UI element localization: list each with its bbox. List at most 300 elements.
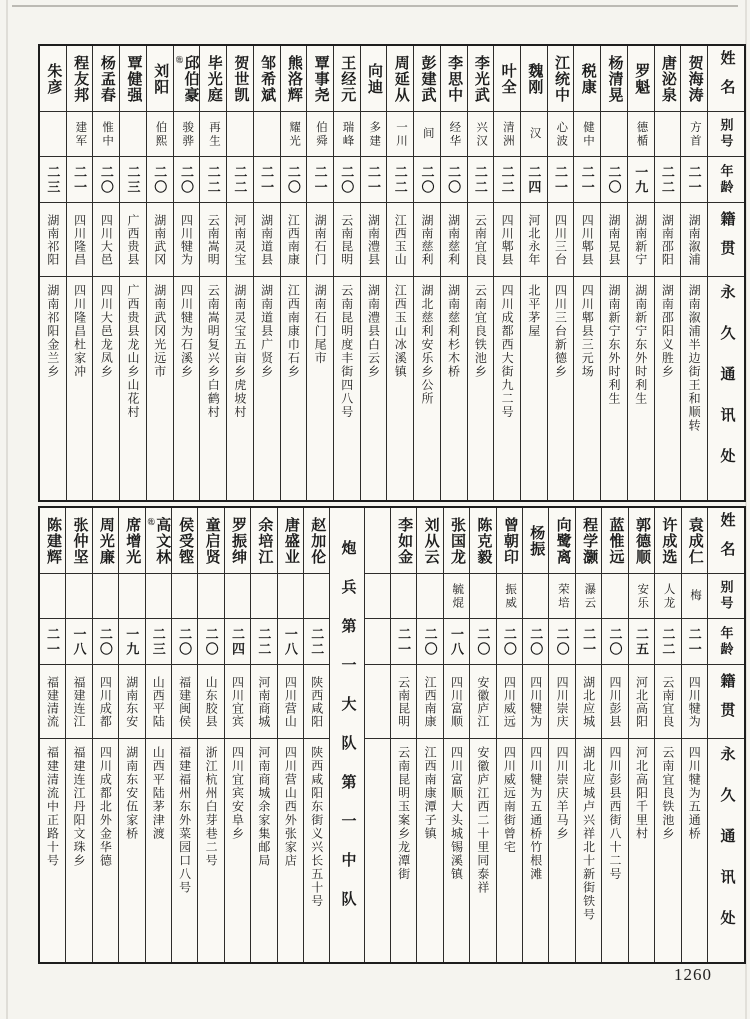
- person-column: [680, 46, 707, 500]
- age-cell: [254, 157, 280, 203]
- address-cell-text: 四川犍为五通桥: [687, 746, 702, 841]
- alias-cell: [198, 574, 223, 619]
- address-cell-text: 四川营山西外张家店: [283, 746, 298, 868]
- address-cell: [681, 277, 707, 500]
- alias-cell: [414, 112, 440, 157]
- person-column: [413, 46, 440, 500]
- address-cell: [172, 739, 197, 962]
- name-cell: [470, 508, 495, 574]
- address-cell: [574, 277, 600, 500]
- age-cell: [172, 619, 197, 665]
- age-cell-text: 二〇: [606, 164, 622, 195]
- origin-cell-text: 湖南晃县: [606, 213, 621, 266]
- origin-cell: [174, 203, 200, 277]
- address-cell-text: 四川三台新德乡: [553, 284, 568, 379]
- name-cell: [681, 46, 707, 112]
- alias-cell: [629, 574, 654, 619]
- origin-cell-text: 四川大邑: [99, 213, 114, 266]
- name-cell-text: 向鹭离: [554, 516, 571, 565]
- origin-cell: [417, 665, 442, 739]
- origin-cell: [172, 665, 197, 739]
- alias-cell-text: 伯熙: [154, 120, 167, 148]
- unit-label-text: 炮兵第一大队第一中队: [339, 540, 356, 930]
- age-cell: [444, 619, 469, 665]
- header-cell-origin-text: 籍贯: [718, 672, 735, 731]
- alias-cell: [93, 112, 119, 157]
- origin-cell: [66, 665, 91, 739]
- name-cell-text: 罗魁: [633, 62, 650, 95]
- address-cell-text: 河南商城余家集邮局: [256, 746, 271, 868]
- name-cell-text: 李思中: [446, 54, 463, 103]
- origin-cell: [655, 665, 680, 739]
- alias-cell-text: 惟中: [101, 120, 114, 148]
- header-cell-alias: [708, 112, 744, 157]
- alias-cell: [304, 574, 329, 619]
- address-cell: [307, 277, 333, 500]
- name-cell: [468, 46, 494, 112]
- scan-artifact-left-edge: [6, 0, 8, 1019]
- address-cell: [523, 739, 548, 962]
- address-cell: [391, 739, 416, 962]
- age-cell-text: 二三: [45, 164, 61, 195]
- name-cell-text: 李如金: [396, 516, 413, 565]
- age-cell-text: 二〇: [446, 164, 462, 195]
- name-cell: [417, 508, 442, 574]
- age-cell: [497, 619, 522, 665]
- name-cell: [391, 508, 416, 574]
- origin-cell: [198, 665, 223, 739]
- name-cell-text: 杨振: [528, 524, 545, 557]
- alias-cell: [251, 574, 276, 619]
- age-cell-text: 二三: [150, 626, 166, 657]
- age-cell-text: 二〇: [177, 626, 193, 657]
- name-cell-text: 杨清晃: [606, 54, 623, 103]
- alias-cell-text: 骏骅: [181, 120, 194, 148]
- alias-cell: [681, 112, 707, 157]
- header-cell-address: [708, 739, 744, 962]
- alias-cell: [200, 112, 226, 157]
- origin-cell: [278, 665, 303, 739]
- alias-cell-text: 梅: [689, 589, 702, 603]
- age-cell: [602, 619, 627, 665]
- name-cell-text: 朱彦: [45, 62, 62, 95]
- origin-cell-text: 湖南道县: [259, 213, 274, 266]
- address-cell-text: 四川成都西大街九二号: [500, 284, 515, 419]
- person-column: [654, 46, 681, 500]
- name-cell-text: 向迪: [366, 62, 383, 95]
- alias-cell: [444, 574, 469, 619]
- person-column: [440, 46, 467, 500]
- origin-cell-text: 湖南慈利: [446, 213, 461, 266]
- address-cell: [278, 739, 303, 962]
- origin-cell: [225, 665, 250, 739]
- person-column: [303, 508, 329, 962]
- alias-cell: [254, 112, 280, 157]
- age-cell-text: 一八: [448, 626, 464, 657]
- address-cell-text: 四川郫县三元场: [580, 284, 595, 379]
- address-cell: [521, 277, 547, 500]
- age-cell-text: 二〇: [607, 626, 623, 657]
- name-cell: [576, 508, 601, 574]
- address-cell-text: 湖南新宁东外时利生: [633, 284, 648, 406]
- origin-cell: [468, 203, 494, 277]
- header-cell-origin: [708, 203, 744, 277]
- person-column: [306, 46, 333, 500]
- origin-cell-text: 云南昆明: [396, 675, 411, 728]
- person-column: [226, 46, 253, 500]
- address-cell: [40, 739, 65, 962]
- name-cell: [172, 508, 197, 574]
- address-cell: [40, 277, 66, 500]
- origin-cell-text: 四川郫县: [580, 213, 595, 266]
- origin-cell-text: 江西玉山: [393, 213, 408, 266]
- address-cell-text: 四川犍为石溪乡: [179, 284, 194, 379]
- header-cell-age: [708, 619, 744, 665]
- person-column: [467, 46, 494, 500]
- origin-cell-text: 湖南东安: [124, 675, 139, 728]
- address-cell-text: 四川犍为五通桥竹根滩: [528, 746, 543, 881]
- origin-cell: [40, 203, 66, 277]
- address-cell: [417, 739, 442, 962]
- name-cell: [67, 46, 93, 112]
- name-cell-text: 余培江: [256, 516, 273, 565]
- origin-cell: [254, 203, 280, 277]
- origin-cell: [444, 665, 469, 739]
- age-cell-text: 二二: [499, 164, 515, 195]
- name-cell: [334, 46, 360, 112]
- address-cell-text: 云南宜良铁池乡: [473, 284, 488, 379]
- alias-cell: [334, 112, 360, 157]
- age-cell-text: 二四: [526, 164, 542, 195]
- name-cell: [93, 508, 118, 574]
- header-cell-address-text: 永久通讯处: [718, 284, 735, 489]
- person-column: [92, 46, 119, 500]
- person-column: [145, 508, 171, 962]
- age-cell-text: 二〇: [422, 626, 438, 657]
- age-cell-text: 二二: [659, 164, 675, 195]
- name-cell: [251, 508, 276, 574]
- age-cell: [174, 157, 200, 203]
- address-cell: [548, 277, 574, 500]
- origin-cell-text: 四川威远: [502, 675, 517, 728]
- name-cell-text: 覃事尧: [312, 54, 329, 103]
- alias-cell: [307, 112, 333, 157]
- age-cell: [387, 157, 413, 203]
- origin-cell-text: 四川犍为: [179, 213, 194, 266]
- name-cell-text: 许成选: [660, 516, 677, 565]
- address-cell-text: 湖南邵阳义胜乡: [660, 284, 675, 379]
- address-cell-text: 湖南祁阳金兰乡: [45, 284, 60, 379]
- alias-cell-text: 瑞峰: [341, 120, 354, 148]
- age-cell: [120, 157, 146, 203]
- address-cell-text: 湖北慈利安乐乡公所: [419, 284, 434, 406]
- person-column: [416, 508, 442, 962]
- address-cell-text: 湖南溆浦半边街王和顺转: [687, 284, 702, 433]
- name-cell-text: 刘阳: [152, 62, 169, 95]
- origin-cell-text: 山西平陆: [151, 675, 166, 728]
- person-column: [199, 46, 226, 500]
- origin-cell-text: 云南嵩明: [206, 213, 221, 266]
- age-cell: [523, 619, 548, 665]
- name-cell: [225, 508, 250, 574]
- name-cell: [40, 46, 66, 112]
- name-cell: [278, 508, 303, 574]
- roster-table-bottom: [38, 506, 746, 964]
- address-cell: [414, 277, 440, 500]
- origin-cell-text: 河北高阳: [634, 675, 649, 728]
- address-cell: [147, 277, 173, 500]
- alias-cell: [468, 112, 494, 157]
- name-cell-text: 贺世凯: [232, 54, 249, 103]
- name-cell: [682, 508, 707, 574]
- origin-cell: [361, 203, 387, 277]
- origin-cell-text: 湖南新宁: [633, 213, 648, 266]
- name-cell: [444, 508, 469, 574]
- address-cell-text: 广西贵县龙山乡山花村: [126, 284, 141, 419]
- address-cell-text: 四川彭县西街八十二号: [608, 746, 623, 881]
- age-cell-text: 二一: [259, 164, 275, 195]
- age-cell: [227, 157, 253, 203]
- address-cell: [93, 739, 118, 962]
- person-column: [469, 508, 495, 962]
- name-cell-text: 叶全: [499, 62, 516, 95]
- name-cell-text: 郭德顺: [633, 516, 650, 565]
- origin-cell: [655, 203, 681, 277]
- name-cell-text: 刘从云: [422, 516, 439, 565]
- name-cell: [629, 508, 654, 574]
- origin-cell-text: 四川犍为: [687, 675, 702, 728]
- alias-cell: [497, 574, 522, 619]
- address-cell: [387, 277, 413, 500]
- age-cell: [681, 157, 707, 203]
- alias-cell: [655, 574, 680, 619]
- origin-cell: [365, 665, 390, 739]
- address-cell-text: 四川隆昌杜家冲: [72, 284, 87, 379]
- origin-cell-text: 江西南康: [423, 675, 438, 728]
- origin-cell-text: 湖北应城: [581, 675, 596, 728]
- name-cell: [40, 508, 65, 574]
- name-cell: [365, 508, 390, 574]
- address-cell: [251, 739, 276, 962]
- page-number: 1260: [674, 965, 712, 984]
- origin-cell: [93, 665, 118, 739]
- age-cell: [146, 619, 171, 665]
- roster-table-top: [38, 44, 746, 502]
- age-cell: [40, 157, 66, 203]
- person-column: [443, 508, 469, 962]
- origin-cell: [681, 203, 707, 277]
- age-cell-text: 二〇: [98, 164, 114, 195]
- name-cell-text: 邱伯豪 ㊟: [175, 54, 199, 103]
- address-cell-text: 四川富顺大头城锡溪镇: [449, 746, 464, 881]
- origin-cell-text: 四川富顺: [449, 675, 464, 728]
- address-cell-text: 湖南武冈光远市: [152, 284, 167, 379]
- person-column: [548, 508, 574, 962]
- name-cell-text: 高文林 ㊟: [147, 516, 171, 565]
- age-cell: [93, 619, 118, 665]
- address-cell: [67, 277, 93, 500]
- header-cell-alias-text: 别号: [718, 118, 734, 150]
- age-cell: [549, 619, 574, 665]
- alias-cell: [40, 112, 66, 157]
- name-cell: [200, 46, 226, 112]
- origin-cell-text: 陕西咸阳: [309, 675, 324, 728]
- person-column: [277, 508, 303, 962]
- address-cell-text: 山西平陆茅津渡: [151, 746, 166, 841]
- person-column: [92, 508, 118, 962]
- name-cell-text: 毕光庭: [205, 54, 222, 103]
- origin-cell: [304, 665, 329, 739]
- person-column: [520, 46, 547, 500]
- age-cell: [414, 157, 440, 203]
- alias-cell: [417, 574, 442, 619]
- address-cell: [93, 277, 119, 500]
- alias-cell-text: 一川: [394, 120, 407, 148]
- address-cell-text: 四川崇庆羊马乡: [555, 746, 570, 841]
- alias-cell-text: 荣培: [556, 582, 569, 610]
- origin-cell-text: 四川营山: [283, 675, 298, 728]
- alias-cell: [655, 112, 681, 157]
- address-cell: [281, 277, 307, 500]
- age-cell-text: 二一: [686, 626, 702, 657]
- alias-cell: [278, 574, 303, 619]
- alias-cell: [602, 574, 627, 619]
- alias-cell-text: 间: [421, 127, 434, 141]
- unit-separator-column: [329, 508, 363, 962]
- name-cell-text: 袁成仁: [686, 516, 703, 565]
- address-cell-text: 福建福州东外菜园口八号: [177, 746, 192, 895]
- origin-cell: [441, 203, 467, 277]
- name-cell: [574, 46, 600, 112]
- address-cell-text: 四川大邑龙凤乡: [99, 284, 114, 379]
- name-cell-text: 唐盛业: [282, 516, 299, 565]
- origin-cell-text: 四川犍为: [528, 675, 543, 728]
- name-annotation-mark: ㊟: [147, 517, 156, 526]
- address-cell: [365, 739, 390, 962]
- age-cell: [307, 157, 333, 203]
- alias-cell-text: 伯舜: [314, 120, 327, 148]
- alias-cell: [628, 112, 654, 157]
- age-cell: [304, 619, 329, 665]
- name-cell-text: 李光武: [472, 54, 489, 103]
- age-cell-text: 二一: [72, 164, 88, 195]
- address-cell: [174, 277, 200, 500]
- alias-cell-text: 毓焜: [451, 582, 464, 610]
- person-column: [66, 46, 93, 500]
- person-column: [65, 508, 91, 962]
- origin-cell: [387, 203, 413, 277]
- address-cell: [655, 739, 680, 962]
- name-cell-text: 江统中: [553, 54, 570, 103]
- name-cell-text: 贺海涛: [686, 54, 703, 103]
- age-cell: [198, 619, 223, 665]
- address-cell: [200, 277, 226, 500]
- age-cell: [334, 157, 360, 203]
- origin-cell: [147, 203, 173, 277]
- address-cell: [254, 277, 280, 500]
- person-column: [600, 46, 627, 500]
- age-cell: [468, 157, 494, 203]
- name-cell-text: 席增光: [124, 516, 141, 565]
- name-cell: [521, 46, 547, 112]
- age-cell: [67, 157, 93, 203]
- address-cell-text: 湖南东安伍家桥: [124, 746, 139, 841]
- alias-cell: [119, 574, 144, 619]
- address-cell: [146, 739, 171, 962]
- name-cell-text: 赵加伦: [309, 516, 326, 565]
- name-cell: [307, 46, 333, 112]
- name-cell-text: 彭建武: [419, 54, 436, 103]
- address-cell: [334, 277, 360, 500]
- origin-cell-text: 湖南武冈: [152, 213, 167, 266]
- address-cell-text: 北平茅屋: [526, 284, 541, 338]
- age-cell-text: 二〇: [97, 626, 113, 657]
- address-cell-text: 湖南灵宝五亩乡虎坡村: [232, 284, 247, 419]
- age-cell: [391, 619, 416, 665]
- address-cell-text: 福建连江丹阳文珠乡: [71, 746, 86, 868]
- age-cell-text: 二〇: [152, 164, 168, 195]
- name-cell: [602, 508, 627, 574]
- person-column: [627, 46, 654, 500]
- address-cell-text: 云南昆明度丰街四八号: [339, 284, 354, 419]
- address-cell: [441, 277, 467, 500]
- alias-cell: [521, 112, 547, 157]
- alias-cell-text: 兴汉: [475, 120, 488, 148]
- age-cell: [682, 619, 707, 665]
- alias-cell-text: 建军: [74, 120, 87, 148]
- age-cell-text: 二二: [205, 164, 221, 195]
- alias-cell: [66, 574, 91, 619]
- name-cell-text: 覃健强: [125, 54, 142, 103]
- name-cell: [523, 508, 548, 574]
- name-cell: [281, 46, 307, 112]
- origin-cell-text: 湖南慈利: [419, 213, 434, 266]
- age-cell-text: 二〇: [339, 164, 355, 195]
- origin-cell: [494, 203, 520, 277]
- age-cell-text: 二〇: [475, 626, 491, 657]
- origin-cell-text: 湖南邵阳: [660, 213, 675, 266]
- age-cell-text: 二一: [396, 626, 412, 657]
- name-cell-text: 周延从: [392, 54, 409, 103]
- origin-cell-text: 河北永年: [526, 213, 541, 266]
- alias-cell: [281, 112, 307, 157]
- origin-cell: [93, 203, 119, 277]
- alias-cell: [225, 574, 250, 619]
- alias-cell: [172, 574, 197, 619]
- origin-cell: [40, 665, 65, 739]
- alias-cell: [146, 574, 171, 619]
- name-cell-text: 陈建辉: [45, 516, 62, 565]
- age-cell: [251, 619, 276, 665]
- address-cell: [468, 277, 494, 500]
- person-column: [118, 508, 144, 962]
- age-cell-text: 一八: [282, 626, 298, 657]
- person-column: [171, 508, 197, 962]
- origin-cell-text: 四川彭县: [608, 675, 623, 728]
- alias-cell-text: 德楯: [635, 120, 648, 148]
- name-cell: [198, 508, 223, 574]
- address-cell: [494, 277, 520, 500]
- origin-cell-text: 云南宜良: [660, 675, 675, 728]
- address-cell: [444, 739, 469, 962]
- origin-cell-text: 山东胶县: [204, 675, 219, 728]
- age-cell-text: 二〇: [285, 164, 301, 195]
- header-cell-name-text: 姓名: [718, 511, 735, 570]
- alias-cell-text: 人龙: [662, 582, 675, 610]
- person-column: [280, 46, 307, 500]
- header-cell-origin-text: 籍贯: [718, 210, 735, 269]
- header-cell-age: [708, 157, 744, 203]
